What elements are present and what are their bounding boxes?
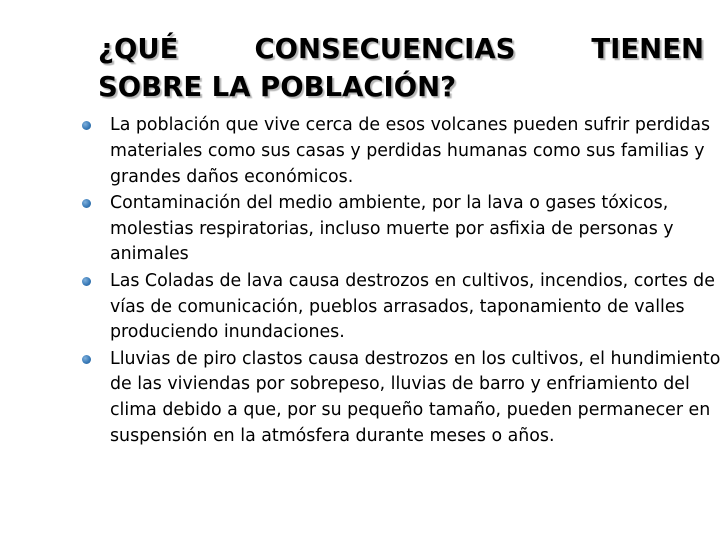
bullet-dot-icon (82, 277, 91, 286)
slide-title (98, 30, 704, 106)
bullet-text: Las Coladas de lava causa destrozos en cultivos, incendios, cortes de vías de comunicación, pueblos arrasados, taponamiento de valles produciendo inundaciones. (110, 270, 715, 343)
title-word: ¿QUÉ (98, 33, 179, 65)
bullet-text: La población que vive cerca de esos volcanes pueden sufrir perdidas materiales como sus casas y perdidas humanas como sus familias y grandes daños económicos. (110, 115, 711, 187)
title-word: TIENEN (591, 33, 704, 65)
bullet-text: Lluvias de piro clastos causa destrozos en los cultivos, el hundimiento de las viviendas por sobrepeso, lluvias de barro y enfriamiento del clima debido a que, por su pequeño tamaño, pueden permanecer en suspensión en la atmósfera durante meses o años. (110, 348, 721, 447)
bullet-dot-icon (82, 121, 91, 130)
title-line-2: SOBRE LA POBLACIÓN? (98, 71, 457, 103)
bullet-dot-icon (82, 355, 91, 364)
bullet-dot-icon (82, 199, 91, 208)
title-line-1 (98, 30, 704, 68)
bullet-text: Contaminación del medio ambiente, por la lava o gases tóxicos, molestias respiratorias, incluso muerte por asfixia de personas y animales (110, 192, 674, 265)
bullet-item (82, 269, 722, 346)
bullet-list (82, 113, 722, 450)
title-word: CONSECUENCIAS (254, 33, 516, 65)
bullet-item (82, 347, 722, 450)
bullet-item (82, 113, 722, 190)
bullet-item (82, 191, 722, 268)
